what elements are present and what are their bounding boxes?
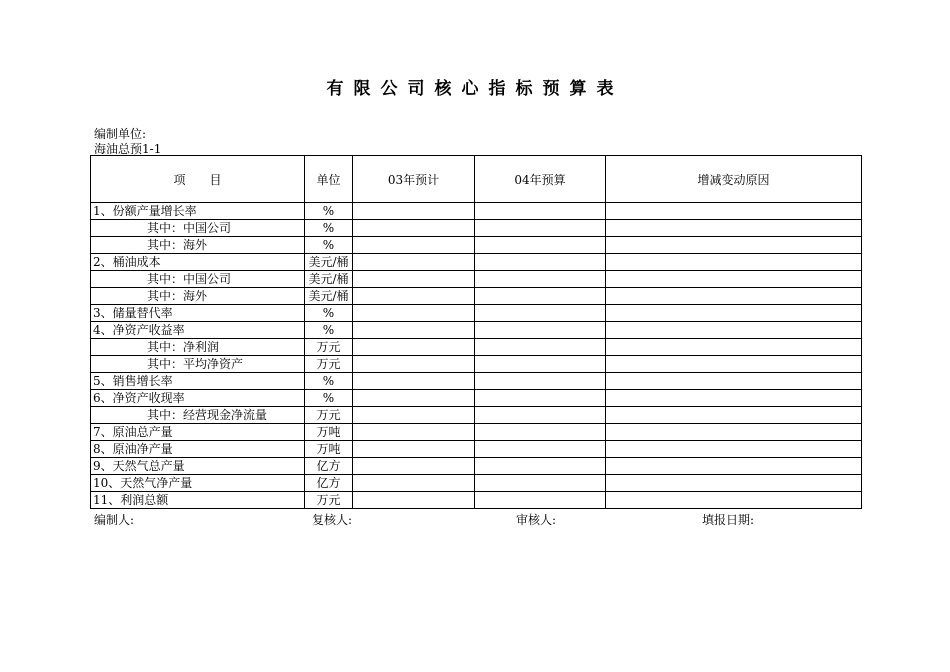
- cell-03-estimate[interactable]: [353, 220, 475, 237]
- cell-04-budget[interactable]: [475, 254, 606, 271]
- cell-03-estimate[interactable]: [353, 390, 475, 407]
- row-item-label: 7、原油总产量: [91, 424, 305, 441]
- cell-04-budget[interactable]: [475, 373, 606, 390]
- row-item-label: 其中：中国公司: [91, 220, 305, 237]
- row-item-label: 9、天然气总产量: [91, 458, 305, 475]
- cell-03-estimate[interactable]: [353, 407, 475, 424]
- cell-04-budget[interactable]: [475, 305, 606, 322]
- cell-change-reason[interactable]: [606, 203, 862, 220]
- cell-change-reason[interactable]: [606, 373, 862, 390]
- row-item-label: 1、份额产量增长率: [91, 203, 305, 220]
- row-unit: 万元: [305, 339, 353, 356]
- cell-03-estimate[interactable]: [353, 356, 475, 373]
- row-unit: 万吨: [305, 441, 353, 458]
- row-unit: 万元: [305, 492, 353, 509]
- row-item-label: 10、天然气净产量: [91, 475, 305, 492]
- cell-change-reason[interactable]: [606, 305, 862, 322]
- table-row: [91, 475, 862, 492]
- cell-03-estimate[interactable]: [353, 203, 475, 220]
- row-unit: 万吨: [305, 424, 353, 441]
- row-item-label: 其中：平均净资产: [91, 356, 305, 373]
- row-unit: %: [305, 220, 353, 237]
- row-unit: %: [305, 390, 353, 407]
- row-unit: %: [305, 203, 353, 220]
- cell-03-estimate[interactable]: [353, 271, 475, 288]
- table-row: [91, 424, 862, 441]
- cell-03-estimate[interactable]: [353, 424, 475, 441]
- cell-03-estimate[interactable]: [353, 492, 475, 509]
- cell-change-reason[interactable]: [606, 407, 862, 424]
- cell-04-budget[interactable]: [475, 220, 606, 237]
- row-item-label: 4、净资产收益率: [91, 322, 305, 339]
- cell-change-reason[interactable]: [606, 441, 862, 458]
- footer-preparer: 编制人:: [94, 513, 135, 527]
- cell-03-estimate[interactable]: [353, 373, 475, 390]
- cell-04-budget[interactable]: [475, 237, 606, 254]
- cell-03-estimate[interactable]: [353, 305, 475, 322]
- table-row: [91, 237, 862, 254]
- table-row: [91, 441, 862, 458]
- row-item-label: 11、利润总额: [91, 492, 305, 509]
- row-unit: %: [305, 373, 353, 390]
- cell-change-reason[interactable]: [606, 339, 862, 356]
- page-title: 有限公司核心指标预算表: [326, 79, 624, 99]
- cell-04-budget[interactable]: [475, 271, 606, 288]
- row-unit: 美元/桶: [305, 288, 353, 305]
- cell-change-reason[interactable]: [606, 475, 862, 492]
- header-item: 项 目: [91, 156, 305, 203]
- row-unit: %: [305, 322, 353, 339]
- row-item-label: 其中：净利润: [91, 339, 305, 356]
- cell-change-reason[interactable]: [606, 271, 862, 288]
- footer-date: 填报日期:: [702, 513, 755, 527]
- row-unit: 亿方: [305, 475, 353, 492]
- table-row: [91, 373, 862, 390]
- cell-03-estimate[interactable]: [353, 254, 475, 271]
- cell-04-budget[interactable]: [475, 492, 606, 509]
- footer-auditor: 审核人:: [516, 513, 557, 527]
- table-row: [91, 339, 862, 356]
- cell-03-estimate[interactable]: [353, 475, 475, 492]
- table-row: [91, 390, 862, 407]
- row-item-label: 2、桶油成本: [91, 254, 305, 271]
- row-item-label: 5、销售增长率: [91, 373, 305, 390]
- cell-change-reason[interactable]: [606, 356, 862, 373]
- row-item-label: 其中：经营现金净流量: [91, 407, 305, 424]
- header-03-estimate: 03年预计: [353, 156, 475, 203]
- row-unit: %: [305, 237, 353, 254]
- row-item-label: 6、净资产收现率: [91, 390, 305, 407]
- cell-change-reason[interactable]: [606, 424, 862, 441]
- cell-change-reason[interactable]: [606, 288, 862, 305]
- row-item-label: 其中：海外: [91, 288, 305, 305]
- table-row: [91, 356, 862, 373]
- table-row: [91, 305, 862, 322]
- cell-04-budget[interactable]: [475, 288, 606, 305]
- cell-change-reason[interactable]: [606, 390, 862, 407]
- cell-change-reason[interactable]: [606, 237, 862, 254]
- row-unit: 万元: [305, 407, 353, 424]
- cell-04-budget[interactable]: [475, 441, 606, 458]
- row-unit: %: [305, 305, 353, 322]
- footer-reviewer: 复核人:: [312, 513, 353, 527]
- cell-change-reason[interactable]: [606, 254, 862, 271]
- cell-04-budget[interactable]: [475, 390, 606, 407]
- cell-change-reason[interactable]: [606, 492, 862, 509]
- row-unit: 亿方: [305, 458, 353, 475]
- table-row: [91, 288, 862, 305]
- table-row: [91, 322, 862, 339]
- header-04-budget: 04年预算: [475, 156, 606, 203]
- row-item-label: 其中：中国公司: [91, 271, 305, 288]
- row-item-label: 8、原油净产量: [91, 441, 305, 458]
- table-row: [91, 407, 862, 424]
- form-code: 海油总预1-1: [94, 142, 162, 156]
- cell-03-estimate[interactable]: [353, 237, 475, 254]
- table-body: [91, 203, 862, 509]
- cell-change-reason[interactable]: [606, 220, 862, 237]
- table-row: [91, 271, 862, 288]
- cell-03-estimate[interactable]: [353, 441, 475, 458]
- table-row: [91, 220, 862, 237]
- cell-03-estimate[interactable]: [353, 339, 475, 356]
- cell-03-estimate[interactable]: [353, 322, 475, 339]
- budget-table: [90, 155, 862, 509]
- cell-04-budget[interactable]: [475, 475, 606, 492]
- table-row: [91, 203, 862, 220]
- table-header-row: [91, 156, 862, 203]
- header-change-reason: 增减变动原因: [606, 156, 862, 203]
- cell-03-estimate[interactable]: [353, 288, 475, 305]
- cell-04-budget[interactable]: [475, 356, 606, 373]
- cell-04-budget[interactable]: [475, 458, 606, 475]
- cell-03-estimate[interactable]: [353, 458, 475, 475]
- row-unit: 美元/桶: [305, 271, 353, 288]
- cell-04-budget[interactable]: [475, 203, 606, 220]
- row-unit: 美元/桶: [305, 254, 353, 271]
- row-unit: 万元: [305, 356, 353, 373]
- cell-04-budget[interactable]: [475, 424, 606, 441]
- table-row: [91, 254, 862, 271]
- row-item-label: 3、储量替代率: [91, 305, 305, 322]
- cell-change-reason[interactable]: [606, 322, 862, 339]
- cell-04-budget[interactable]: [475, 322, 606, 339]
- cell-04-budget[interactable]: [475, 339, 606, 356]
- unit-label: 编制单位:: [94, 127, 147, 141]
- row-item-label: 其中：海外: [91, 237, 305, 254]
- table-row: [91, 458, 862, 475]
- cell-04-budget[interactable]: [475, 407, 606, 424]
- cell-change-reason[interactable]: [606, 458, 862, 475]
- header-unit: 单位: [305, 156, 353, 203]
- table-row: [91, 492, 862, 509]
